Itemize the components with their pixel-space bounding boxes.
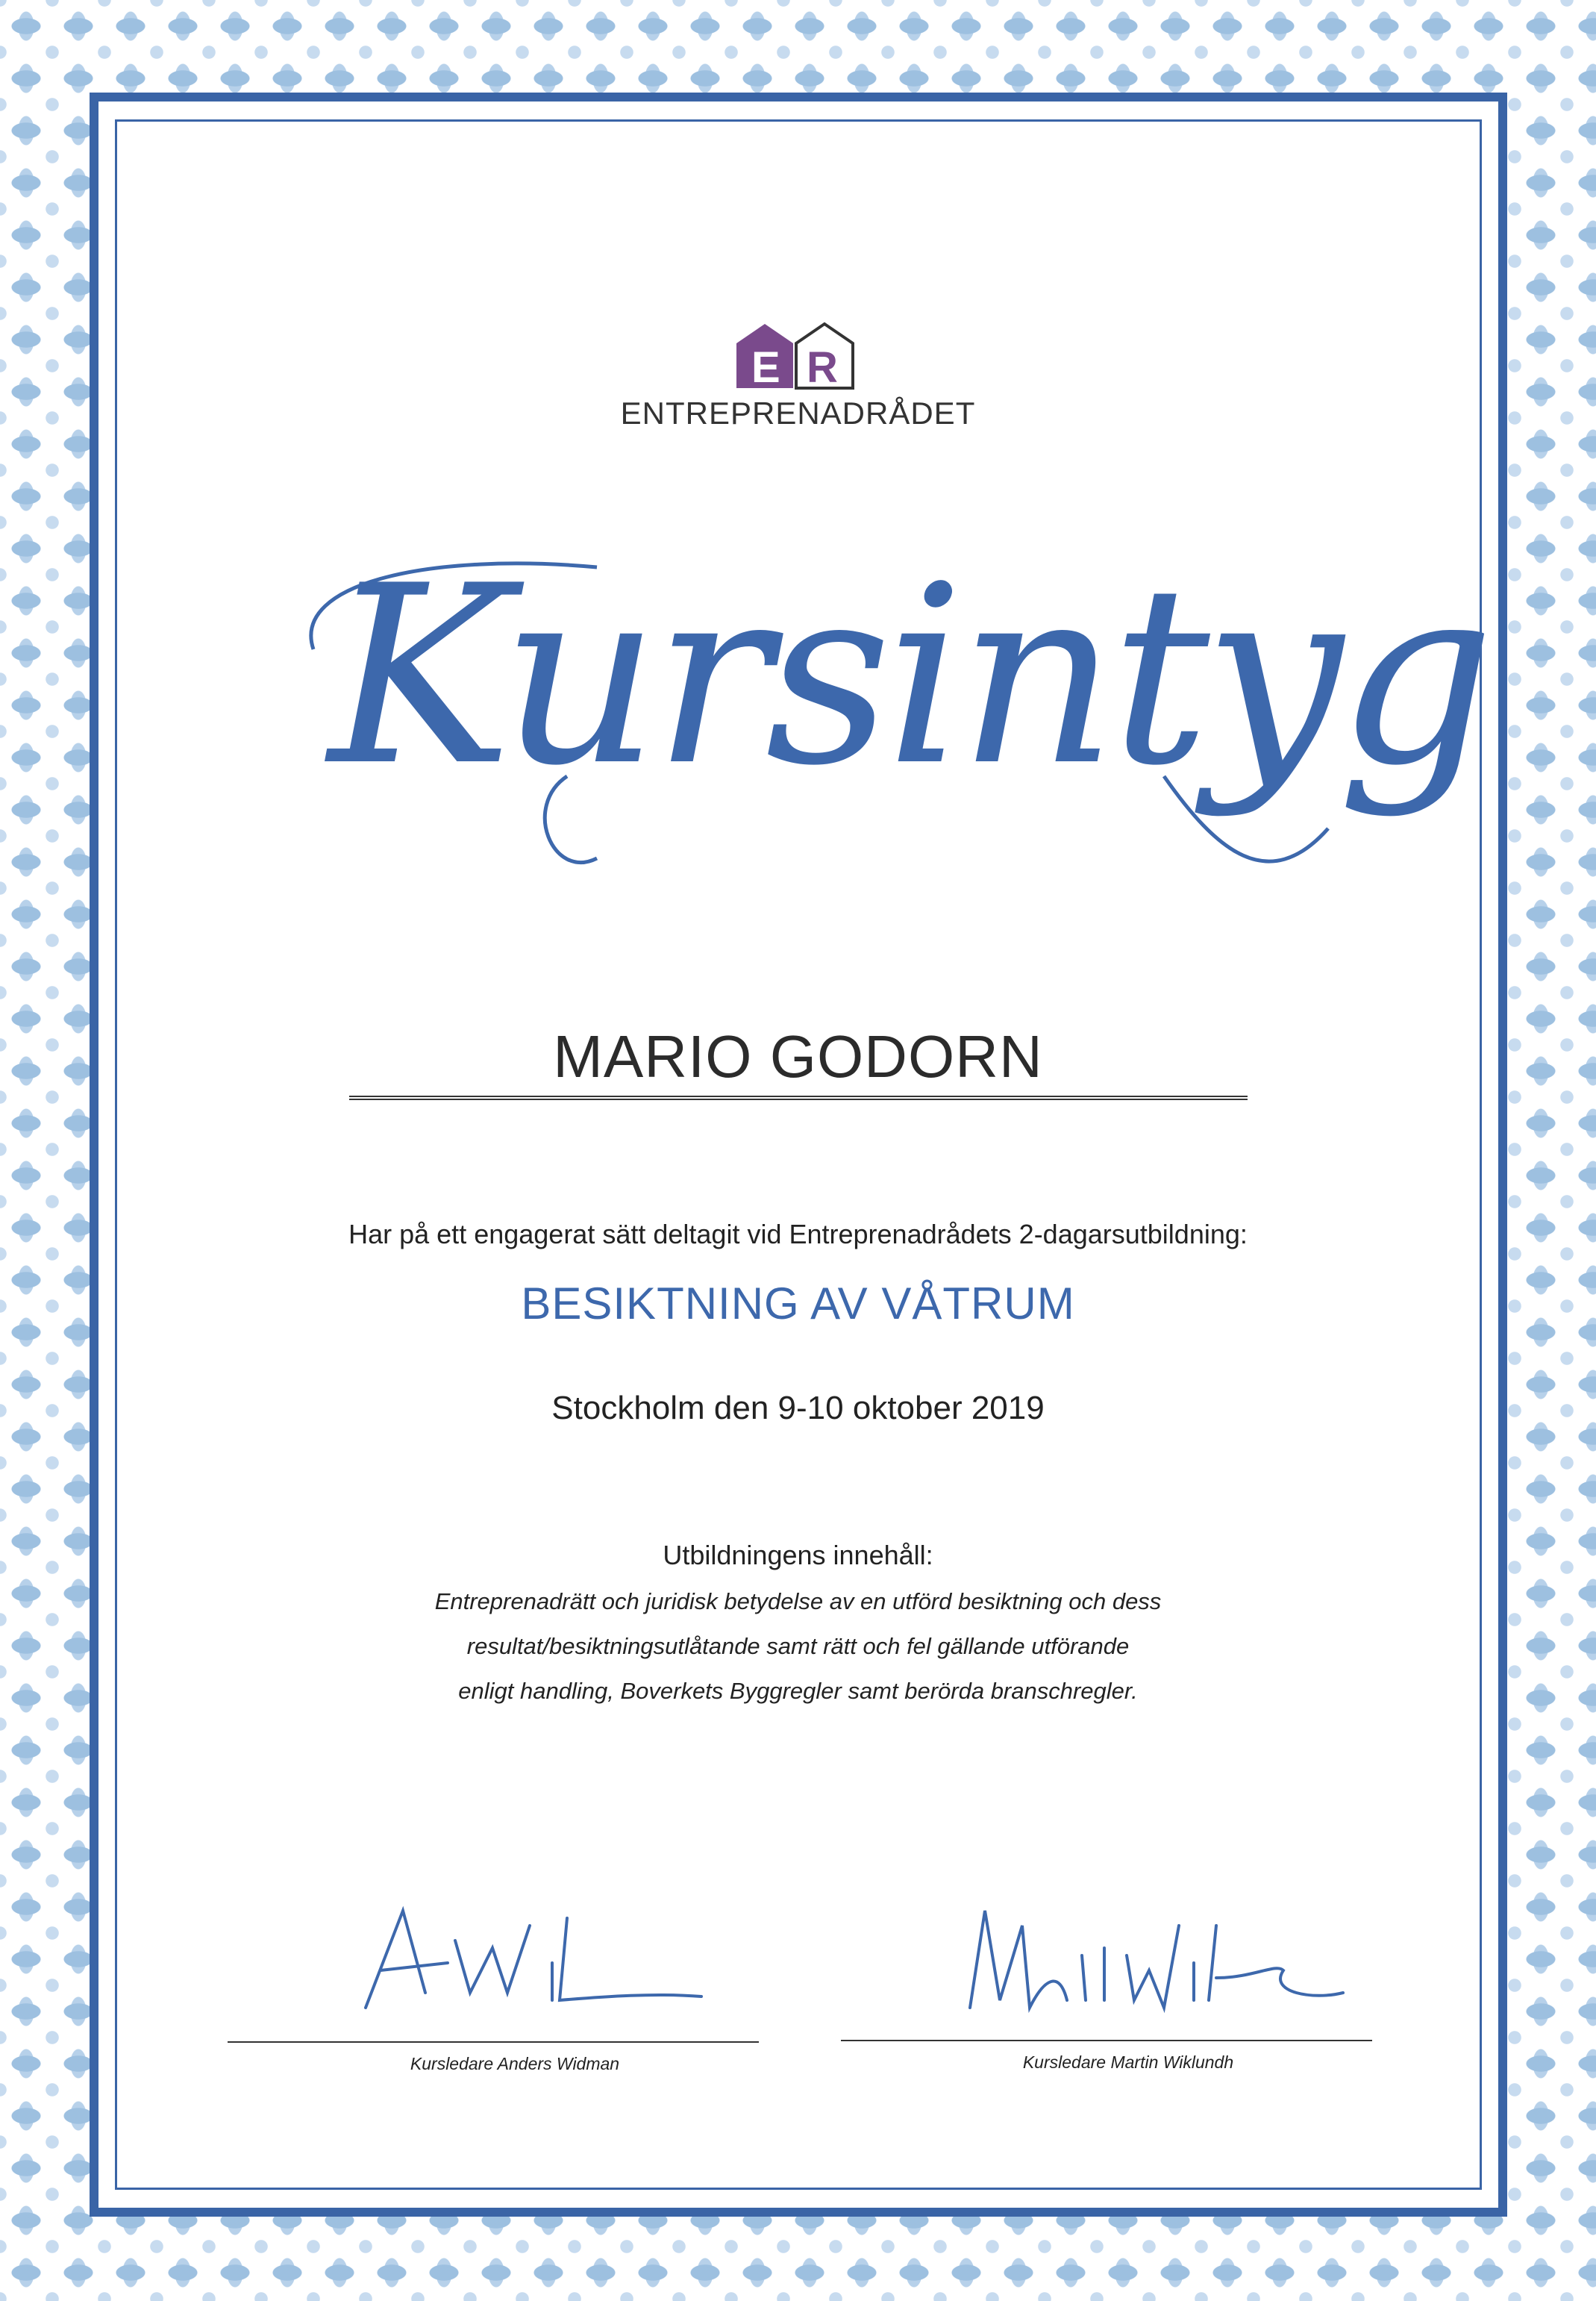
signature-anders-widman bbox=[358, 1896, 716, 2015]
svg-text:Kursintyg: Kursintyg bbox=[328, 533, 1489, 819]
er-house-logo-icon bbox=[735, 322, 862, 390]
content-line: Entreprenadrätt och juridisk betydelse av en utförd besiktning och dess bbox=[434, 1588, 1162, 1614]
kursintyg-script-title bbox=[284, 533, 1489, 925]
signature-martin-wiklundh bbox=[955, 1896, 1358, 2023]
location-date: Stockholm den 9-10 oktober 2019 bbox=[551, 1390, 1045, 1426]
signature-caption: Kursledare Martin Wiklundh bbox=[1022, 2052, 1234, 2072]
svg-text:R: R bbox=[807, 343, 838, 392]
svg-text:E: E bbox=[751, 343, 780, 392]
content-line: resultat/besiktningsutlåtande samt rätt och fel gällande utförande bbox=[466, 1633, 1130, 1659]
recipient-name: MARIO GODORN bbox=[553, 1023, 1043, 1090]
intro-text: Har på ett engagerat sätt deltagit vid Entreprenadrådets 2-dagarsutbildning: bbox=[348, 1219, 1248, 1249]
signature-line bbox=[841, 2040, 1372, 2041]
content-heading: Utbildningens innehåll: bbox=[663, 1540, 933, 1570]
signature-caption: Kursledare Anders Widman bbox=[410, 2054, 620, 2073]
recipient-underline bbox=[349, 1096, 1248, 1100]
organization-name: ENTREPRENADRÅDET bbox=[620, 396, 976, 431]
signature-line bbox=[228, 2041, 759, 2043]
content-line: enligt handling, Boverkets Byggregler samt berörda branschregler. bbox=[458, 1678, 1138, 1704]
course-title: BESIKTNING AV VÅTRUM bbox=[521, 1278, 1075, 1329]
